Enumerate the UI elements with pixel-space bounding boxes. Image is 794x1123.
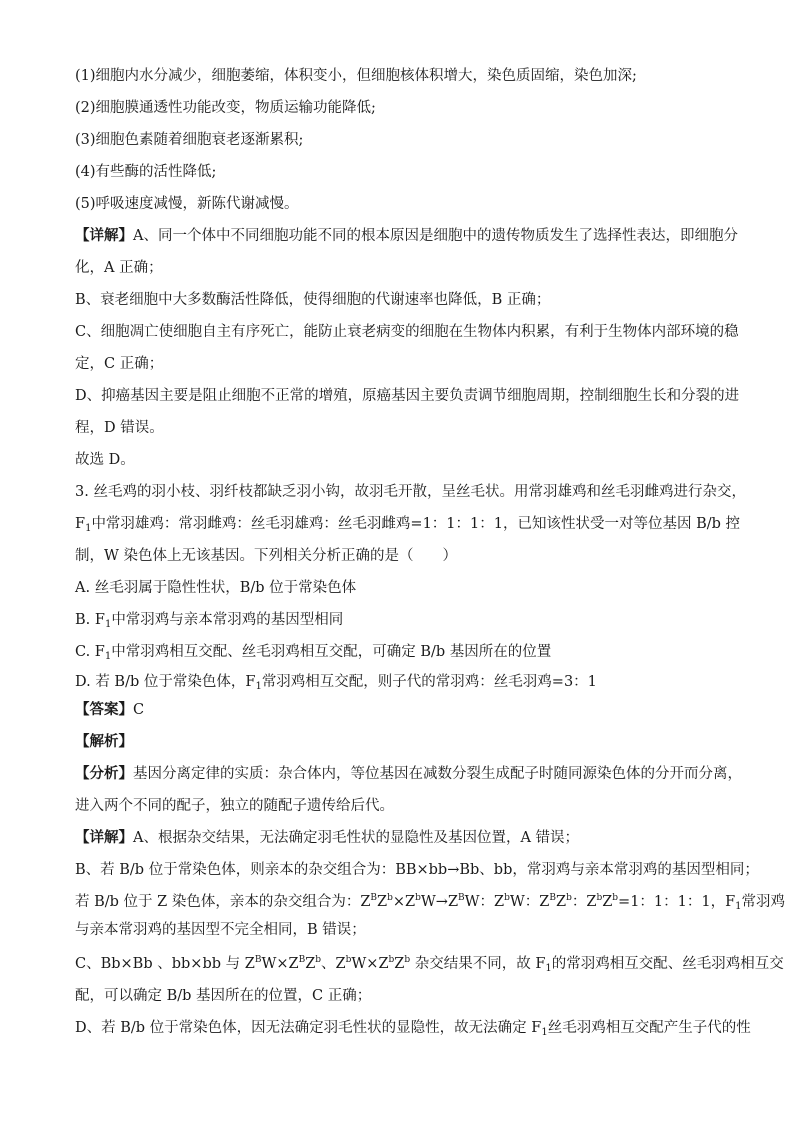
- text-line: [75, 578, 715, 598]
- text-run: (1)细胞内水分减少，细胞萎缩，体积变小，但细胞核体积增大，染色质固缩，染色加深;: [75, 68, 637, 84]
- text-line: [75, 796, 715, 816]
- text-line: [75, 290, 715, 310]
- text-run: D、抑癌基因主要是阻止细胞不正常的增殖，原癌基因主要负责调节细胞周期，控制细胞生长和分裂的进: [75, 388, 740, 404]
- text-run: (4)有些酶的活性降低;: [75, 164, 217, 180]
- text-run: W→Z: [420, 894, 459, 910]
- text-run: Z: [602, 894, 613, 910]
- text-run: 基因分离定律的实质：杂合体内，等位基因在减数分裂生成配子时随同源染色体的分开而分离，: [133, 766, 742, 782]
- text-run: W：Z: [509, 894, 550, 910]
- text-run: ×Z: [392, 894, 416, 910]
- superscript: B: [458, 893, 465, 903]
- text-run: 常羽鸡相互交配，则子代的常羽鸡：丝毛羽鸡=3：1: [261, 674, 597, 690]
- text-run: 、Z: [321, 956, 346, 972]
- text-run: C. F: [75, 644, 105, 660]
- text-run: Z: [305, 956, 316, 972]
- text-line: [75, 860, 759, 880]
- text-line: [75, 732, 715, 752]
- text-run: D、若 B/b 位于常染色体，因无法确定羽毛性状的显隐性，故无法确定 F: [75, 1020, 542, 1036]
- text-run: Z: [556, 894, 567, 910]
- text-run: 3. 丝毛鸡的羽小枝、羽纤枝都缺乏羽小钩，故羽毛开散，呈丝毛状。用常羽雄鸡和丝毛羽雌鸡进行杂交，: [75, 484, 746, 500]
- text-run: C、Bb×Bb 、bb×bb 与 Z: [75, 956, 255, 972]
- text-line: [75, 672, 715, 692]
- text-line: [75, 642, 715, 662]
- text-run: A、同一个体中不同细胞功能不同的根本原因是细胞中的遗传物质发生了选择性表达，即细胞分: [133, 228, 738, 244]
- text-run: W×Z: [261, 956, 299, 972]
- text-run: 化，A 正确；: [75, 260, 163, 276]
- text-run: 与亲本常羽鸡的基因型不完全相同，B 错误；: [75, 922, 366, 938]
- superscript: b: [388, 955, 395, 965]
- text-run: C: [133, 702, 145, 718]
- text-run: =1：1：1：1，F: [618, 894, 736, 910]
- text-run: D. 若 B/b 位于常染色体，F: [75, 674, 256, 690]
- text-line: [75, 700, 715, 720]
- text-run: 的常羽鸡相互交配、丝毛羽鸡相互交: [551, 956, 784, 972]
- text-run: ：Z: [571, 894, 597, 910]
- superscript: b: [612, 893, 619, 903]
- superscript: b: [404, 955, 411, 965]
- text-run: B. F: [75, 612, 105, 628]
- text-line: [75, 1018, 751, 1038]
- text-run: 故选 D。: [75, 452, 135, 468]
- text-line: [75, 66, 715, 86]
- text-run: 进入两个不同的配子，独立的随配子遗传给后代。: [75, 798, 394, 814]
- text-run: F: [75, 516, 86, 532]
- section-tag: 【详解】: [75, 829, 133, 846]
- subscript: 1: [104, 619, 112, 630]
- superscript: B: [254, 955, 262, 965]
- superscript: b: [387, 893, 393, 903]
- text-line: [75, 828, 715, 848]
- superscript: b: [345, 955, 352, 965]
- superscript: b: [504, 893, 510, 903]
- superscript: B: [298, 955, 306, 965]
- text-line: [75, 920, 715, 940]
- text-line: [75, 954, 784, 974]
- text-line: [75, 130, 715, 150]
- text-run: 丝毛羽鸡相互交配产生子代的性: [547, 1020, 751, 1036]
- text-line: [75, 322, 739, 342]
- section-tag: 【答案】: [75, 701, 133, 718]
- text-run: C、细胞凋亡使细胞自主有序死亡，能防止衰老病变的细胞在生物体内积累，有利于生物体内部环境的稳: [75, 324, 739, 340]
- text-run: (2)细胞膜通透性功能改变，物质运输功能降低;: [75, 100, 376, 116]
- text-line: [75, 514, 741, 534]
- text-line: [75, 386, 740, 406]
- section-tag: 【分析】: [75, 765, 133, 782]
- superscript: b: [415, 893, 421, 903]
- section-tag: 【详解】: [75, 227, 133, 244]
- superscript: b: [315, 955, 322, 965]
- text-line: [75, 986, 715, 1006]
- text-line: [75, 258, 715, 278]
- text-run: A. 丝毛羽属于隐性性状，B/b 位于常染色体: [75, 580, 357, 596]
- subscript: 1: [85, 523, 92, 534]
- text-line: [75, 546, 715, 566]
- subscript: 1: [104, 651, 112, 662]
- text-line: [75, 764, 742, 784]
- text-run: 配，可以确定 B/b 基因所在的位置，C 正确；: [75, 988, 372, 1004]
- text-run: 制，W 染色体上无该基因。下列相关分析正确的是（ ）: [75, 548, 458, 564]
- subscript: 1: [541, 1027, 548, 1038]
- text-run: Z: [377, 894, 388, 910]
- text-run: 定，C 正确；: [75, 356, 164, 372]
- text-run: 常羽鸡: [741, 894, 786, 910]
- text-line: [75, 354, 715, 374]
- text-run: 程，D 错误。: [75, 420, 164, 436]
- superscript: b: [566, 893, 572, 903]
- text-run: A、根据杂交结果，无法确定羽毛性状的显隐性及基因位置，A 错误；: [133, 830, 580, 846]
- text-line: [75, 226, 738, 246]
- subscript: 1: [545, 963, 552, 974]
- text-line: [75, 194, 715, 214]
- text-line: [75, 450, 715, 470]
- superscript: b: [596, 893, 603, 903]
- text-run: B、若 B/b 位于常染色体，则亲本的杂交组合为：BB×bb→Bb、bb，常羽鸡与亲本常羽鸡的基因型相同；: [75, 862, 759, 878]
- text-run: 中常羽鸡与亲本常羽鸡的基因型相同: [111, 612, 344, 628]
- superscript: B: [370, 893, 378, 903]
- section-tag: 【解析】: [75, 733, 133, 750]
- text-run: 若 B/b 位于 Z 染色体，亲本的杂交组合为：Z: [75, 894, 371, 910]
- text-line: [75, 98, 715, 118]
- text-line: [75, 610, 715, 630]
- text-run: 中常羽雄鸡：常羽雌鸡：丝毛羽雄鸡：丝毛羽雌鸡=1：1：1：1，已知该性状受一对等位基因 B/b 控: [91, 516, 741, 532]
- text-line: [75, 418, 715, 438]
- subscript: 1: [735, 901, 742, 912]
- text-run: (3)细胞色素随着细胞衰老逐渐累积;: [75, 132, 304, 148]
- text-run: Z: [394, 956, 405, 972]
- text-run: 杂交结果不同，故 F: [410, 956, 546, 972]
- text-line: [75, 482, 746, 502]
- text-run: B、衰老细胞中大多数酶活性降低，使得细胞的代谢速率也降低，B 正确；: [75, 292, 551, 308]
- text-run: W：Z: [464, 894, 505, 910]
- subscript: 1: [255, 681, 262, 692]
- superscript: B: [549, 893, 557, 903]
- text-run: W×Z: [351, 956, 389, 972]
- text-line: [75, 892, 786, 912]
- text-line: [75, 162, 715, 182]
- text-run: (5)呼吸速度减慢，新陈代谢减慢。: [75, 196, 299, 212]
- text-run: 中常羽鸡相互交配、丝毛羽鸡相互交配，可确定 B/b 基因所在的位置: [111, 644, 552, 660]
